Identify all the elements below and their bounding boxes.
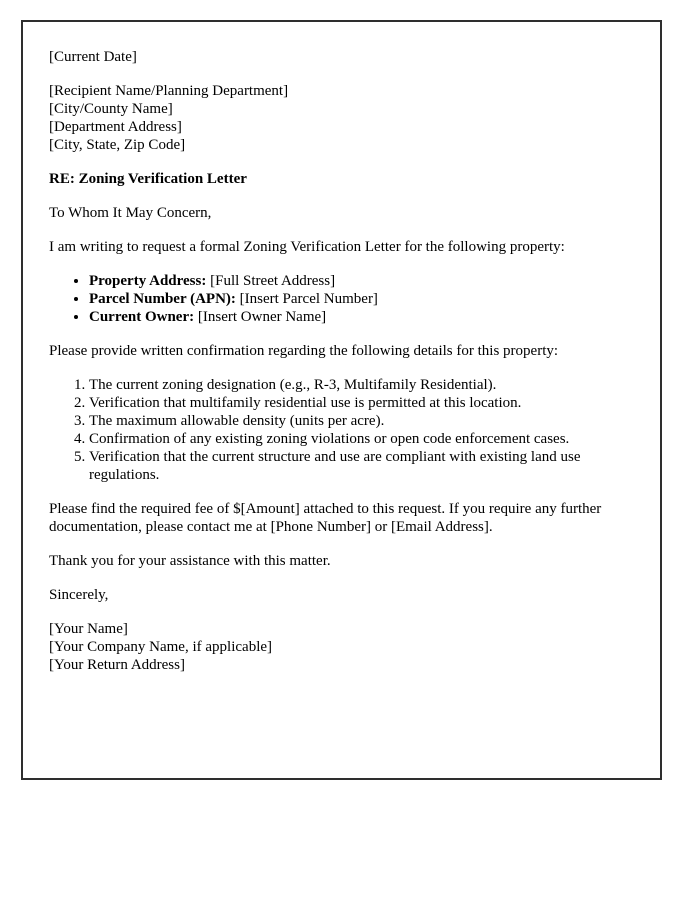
recipient-line: [Recipient Name/Planning Department] [49,83,289,99]
signature-line: [Your Name] [49,621,128,637]
property-detail-value: [Full Street Address] [210,273,336,289]
property-detail-label: Property Address: [89,273,207,289]
list-item: 3. The maximum allowable density (units per acre). [89,412,634,430]
signature-line: [Your Company Name, if applicable] [49,639,273,655]
list-item: 5. Verification that the current structure and use are compliant with existing land use regulations. [89,448,634,484]
recipient-line: [Department Address] [49,119,182,135]
salutation: To Whom It May Concern, [49,205,212,221]
property-details-list [49,272,634,326]
list-item: 2. Verification that multifamily residential use is permitted at this location. [89,394,634,412]
list-item: 1. The current zoning designation (e.g., R-3, Multifamily Residential). [89,376,634,394]
list-item [89,272,634,290]
thank-you-paragraph: Thank you for your assistance with this matter. [49,553,331,569]
confirmation-items-list [49,376,634,484]
list-item [89,308,634,326]
signature-line: [Your Return Address] [49,657,185,673]
confirmation-intro-paragraph: Please provide written confirmation regarding the following details for this property: [49,343,559,359]
subject-line: RE: Zoning Verification Letter [49,171,247,187]
recipient-address-block [49,82,634,154]
date-line: [Current Date] [49,49,137,65]
recipient-line: [City, State, Zip Code] [49,137,186,153]
property-detail-value: [Insert Owner Name] [197,309,327,325]
signature-block [49,620,634,674]
list-item [89,290,634,308]
property-detail-value: [Insert Parcel Number] [239,291,378,307]
intro-paragraph: I am writing to request a formal Zoning Verification Letter for the following property: [49,239,565,255]
signoff: Sincerely, [49,587,109,603]
property-detail-label: Parcel Number (APN): [89,291,236,307]
letter-page [21,20,662,780]
list-item: 4. Confirmation of any existing zoning violations or open code enforcement cases. [89,430,634,448]
fee-paragraph: Please find the required fee of $[Amount] attached to this request. If you require any further documentation, please contact me at [Phone Number] or [Email Address]. [49,501,602,535]
recipient-line: [City/County Name] [49,101,173,117]
property-detail-label: Current Owner: [89,309,195,325]
